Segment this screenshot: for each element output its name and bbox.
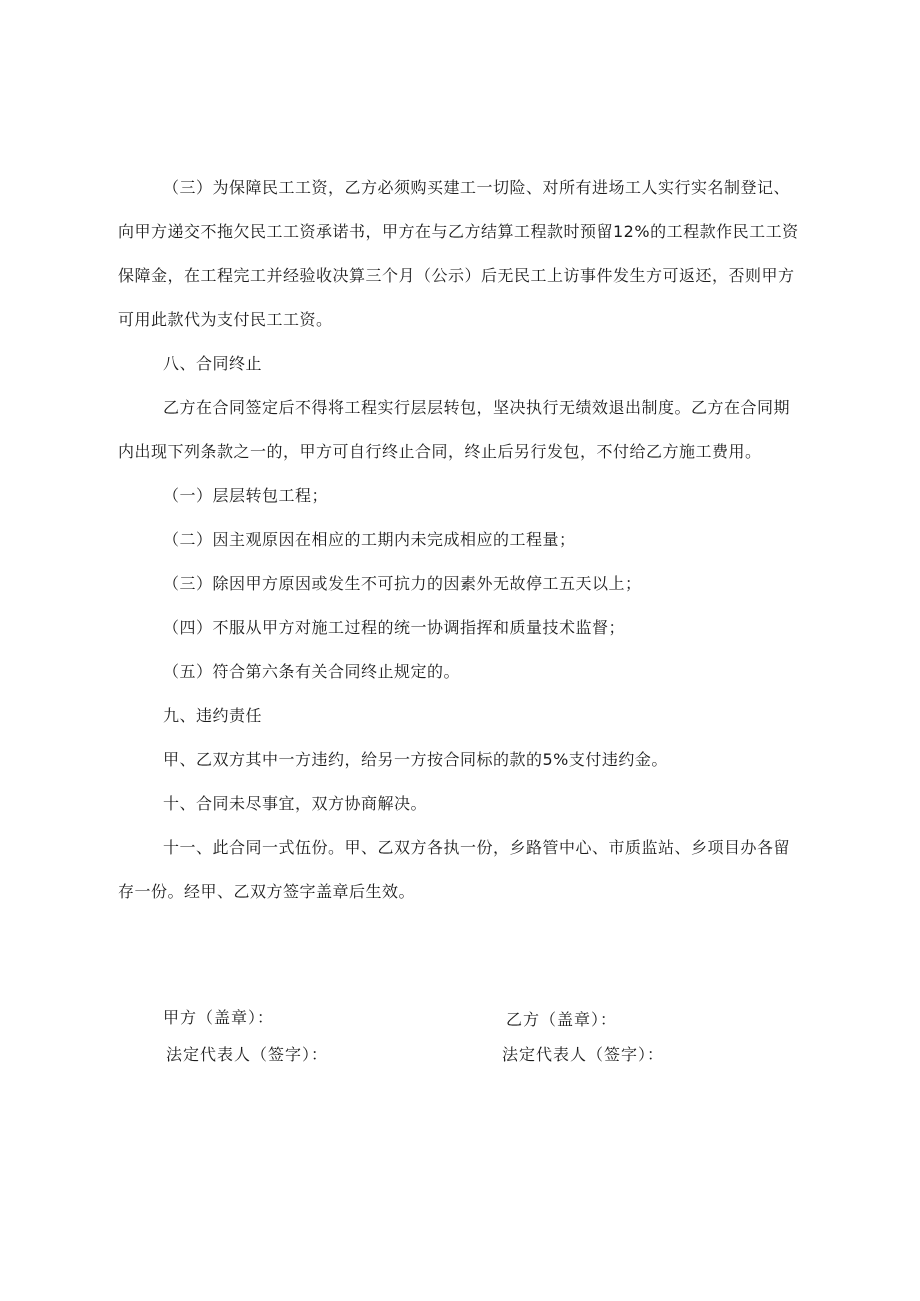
party-b-representative-label: 法定代表人（签字）： — [502, 1045, 665, 1064]
clause-8-body-line-2: 内出现下列条款之一的，甲方可自行终止合同，终止后另行发包，不付给乙方施工费用。 — [118, 442, 762, 461]
section-heading-9: 九、违约责任 — [163, 706, 263, 725]
clause-7-3-line-3: 保障金，在工程完工并经验收决算三个月（公示）后无民工上访事件发生方可返还，否则甲方 — [118, 266, 795, 285]
clause-7-3-line-2: 向甲方递交不拖欠民工工资承诺书，甲方在与乙方结算工程款时预留12%的工程款作民工工资 — [118, 222, 799, 241]
party-a-seal-label: 甲方（盖章）： — [163, 1008, 275, 1027]
section-heading-8: 八、合同终止 — [163, 354, 263, 373]
clause-8-item-5: （五）符合第六条有关合同终止规定的。 — [163, 662, 461, 681]
party-a-representative-label: 法定代表人（签字）： — [166, 1045, 329, 1064]
clause-9-body: 甲、乙双方其中一方违约，给另一方按合同标的款的5%支付违约金。 — [163, 750, 668, 769]
clause-7-3-line-4: 可用此款代为支付民工工资。 — [118, 310, 333, 329]
clause-8-item-3: （三）除因甲方原因或发生不可抗力的因素外无故停工五天以上； — [163, 574, 642, 593]
clause-10: 十、合同未尽事宜，双方协商解决。 — [163, 794, 428, 813]
clause-11-line-2: 存一份。经甲、乙双方签字盖章后生效。 — [118, 882, 416, 901]
clause-8-item-4: （四）不服从甲方对施工过程的统一协调指挥和质量技术监督； — [163, 618, 626, 637]
clause-11-line-1: 十一、此合同一式伍份。甲、乙双方各执一份，乡路管中心、市质监站、乡项目办各留 — [163, 838, 791, 857]
clause-7-3-line-1: （三）为保障民工工资，乙方必须购买建工一切险、对所有进场工人实行实名制登记、 — [163, 178, 791, 197]
clause-8-body-line-1: 乙方在合同签定后不得将工程实行层层转包，坚决执行无绩效退出制度。乙方在合同期 — [163, 398, 791, 417]
clause-8-item-1: （一）层层转包工程； — [163, 486, 329, 505]
clause-8-item-2: （二）因主观原因在相应的工期内未完成相应的工程量； — [163, 530, 576, 549]
party-b-seal-label: 乙方（盖章）： — [506, 1010, 618, 1029]
